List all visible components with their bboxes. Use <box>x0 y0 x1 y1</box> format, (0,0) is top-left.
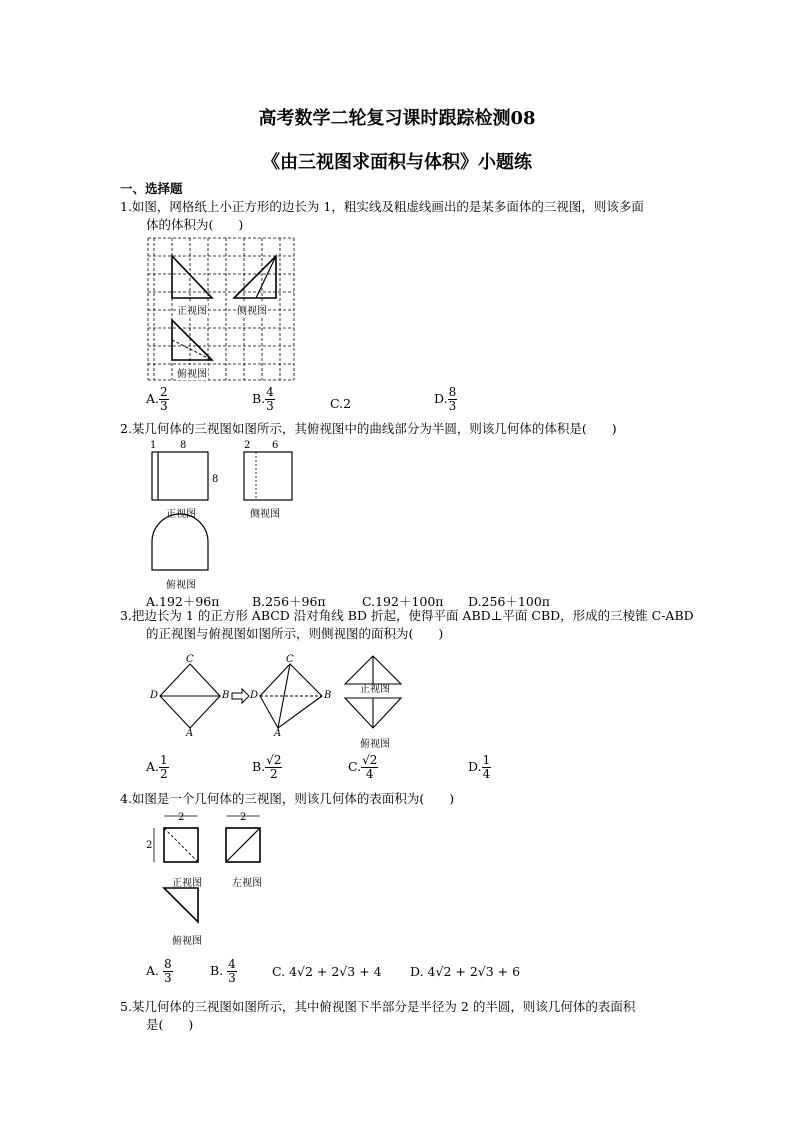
q1-option-b[interactable]: B. $\frac{4}{3}$ <box>252 385 274 413</box>
q2-dim-2: 2 <box>244 440 251 451</box>
q3-text-line-2: 的正视图与俯视图如图所示，则侧视图的面积为( ) <box>146 626 444 641</box>
section-heading: 一、选择题 <box>120 181 183 196</box>
q2-side-view-rect <box>244 452 292 500</box>
title-line-2: 《由三视图求面积与体积》小题练 <box>262 152 532 173</box>
q2-caption-top: 俯视图 <box>166 580 196 591</box>
q4-three-view-figure <box>148 812 288 942</box>
q5-text-line-1: 5.某几何体的三视图如图所示，其中俯视图下半部分是半径为 2 的半圆，则该几何体的表面积 <box>120 999 636 1014</box>
q3-text-line-1: 3.把边长为 1 的正方形 ABCD 沿对角线 BD 折起，使得平面 ABD⊥平面 CBD，形成的三棱锥 C-ABD <box>120 608 694 623</box>
q3-label-d-2: D <box>250 690 259 701</box>
q2-dim-8-right: 8 <box>212 474 219 485</box>
q2-option-a[interactable]: A.192＋96π <box>146 594 220 609</box>
q1-three-view-figure <box>146 236 296 381</box>
q2-caption-front: 正视图 <box>166 509 196 520</box>
q3-label-c-2: C <box>286 654 294 665</box>
q2-top-view-shape <box>152 514 208 570</box>
q1-caption-side: 侧视图 <box>236 302 268 317</box>
q3-label-d-1: D <box>150 690 159 701</box>
q4-text-line-1: 4.如图是一个几何体的三视图，则该几何体的表面积为( ) <box>120 791 455 806</box>
q1-text-line-2: 体的体积为( ) <box>146 217 244 232</box>
q1-caption-top: 俯视图 <box>176 365 208 380</box>
q3-option-b[interactable]: B. $\frac{√2}{2}$ <box>252 753 282 781</box>
q3-arrow-icon <box>232 689 249 703</box>
q4-caption-left: 左视图 <box>232 878 262 889</box>
q2-option-d[interactable]: D.256＋100π <box>468 594 550 609</box>
q4-dim-2-front: 2 <box>178 812 185 823</box>
q1-caption-front: 正视图 <box>176 302 208 317</box>
q2-text-line-1: 2.某几何体的三视图如图所示，其俯视图中的曲线部分为半圆，则该几何体的体积是( ) <box>120 421 617 436</box>
q3-label-a-1: A <box>186 728 194 739</box>
q1-top-view-triangle <box>172 320 212 360</box>
q2-option-b[interactable]: B.256＋96π <box>252 594 326 609</box>
q3-caption-top: 俯视图 <box>360 739 390 750</box>
q3-label-b-2: B <box>324 690 332 701</box>
q2-dim-1: 1 <box>150 440 157 451</box>
q1-option-a[interactable]: A. $\frac{2}{3}$ <box>146 385 168 413</box>
q4-caption-front: 正视图 <box>172 878 202 889</box>
title-line-1: 高考数学二轮复习课时跟踪检测08 <box>258 108 536 129</box>
q4-dim-2-height: 2 <box>146 840 153 851</box>
q1-text-line-1: 1.如图，网格纸上小正方形的边长为 1，粗实线及粗虚线画出的是某多面体的三视图，则该多面 <box>120 199 644 214</box>
q5-text-line-2: 是( ) <box>146 1017 194 1032</box>
q4-caption-top: 俯视图 <box>172 936 202 947</box>
q1-option-c[interactable]: C.2 <box>330 396 352 411</box>
q4-top-view-triangle <box>164 888 198 922</box>
q4-option-b[interactable]: B. $\frac{4}{3}$ <box>210 957 236 985</box>
q3-option-d[interactable]: D. $\frac{1}{4}$ <box>468 753 491 781</box>
q3-option-c[interactable]: C. $\frac{√2}{4}$ <box>348 753 378 781</box>
q3-label-b-1: B <box>222 690 230 701</box>
q2-dim-8-top: 8 <box>180 440 187 451</box>
q4-option-c[interactable]: C. 4√2 + 2√3 + 4 <box>272 964 382 979</box>
q2-dim-6: 6 <box>272 440 279 451</box>
q4-dim-2-left: 2 <box>240 812 247 823</box>
q2-option-c[interactable]: C.192＋100π <box>362 594 444 609</box>
q3-caption-front: 正视图 <box>360 684 390 695</box>
q4-option-d[interactable]: D. 4√2 + 2√3 + 6 <box>410 964 521 979</box>
q3-label-a-2: A <box>274 728 282 739</box>
q2-front-view-rect <box>152 452 208 500</box>
q2-caption-side: 侧视图 <box>250 509 280 520</box>
q1-option-d[interactable]: D. $\frac{8}{3}$ <box>434 385 457 413</box>
q4-option-a[interactable]: A. $\frac{8}{3}$ <box>146 957 172 985</box>
q3-label-c-1: C <box>186 654 194 665</box>
q3-option-a[interactable]: A. $\frac{1}{2}$ <box>146 753 168 781</box>
